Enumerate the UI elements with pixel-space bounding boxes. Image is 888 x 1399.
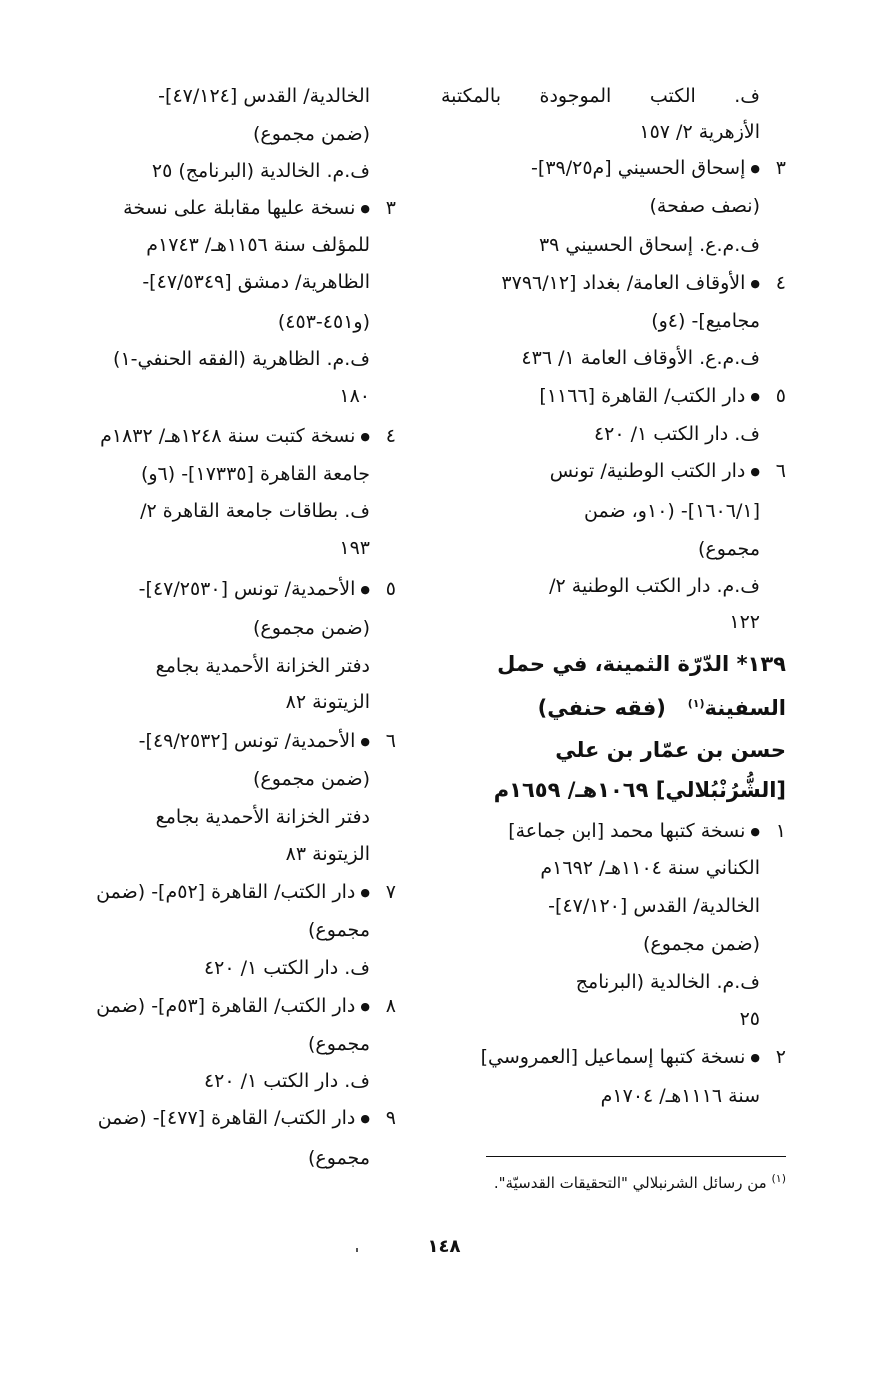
entry-number: ٤ (385, 425, 396, 447)
entry-2 (441, 1041, 786, 1075)
bullet-icon: ● (750, 389, 760, 403)
scan-speck (356, 1248, 358, 1252)
work-title-text: الدّرّة الثمينة، في حمل (497, 652, 730, 676)
text-line: ف. دار الكتب ١/ ٤٢٠ (203, 957, 370, 979)
text-line: ٢٥ (739, 1008, 760, 1030)
text-line: مجموع) (698, 538, 760, 560)
bullet-icon: ● (360, 582, 370, 596)
entry-text: نسخة كتبها إسماعيل [العمروسي] (480, 1046, 746, 1068)
footnote-text: من رسائل الشرنبلالي "التحقيقات القدسيّة". (493, 1174, 767, 1192)
text-line: الزيتونة ٨٢ (285, 691, 370, 713)
footnote-divider (486, 1156, 786, 1157)
text-line: مجاميع]- (٤و) (651, 310, 760, 332)
bullet-icon: ● (750, 464, 760, 478)
text-line: الخالدية/ القدس [٤٧/١٢٤]- (158, 85, 370, 107)
text-line: ف. الكتب الموجودة بالمكتبة (441, 85, 760, 107)
text-line: دفتر الخزانة الأحمدية بجامع (155, 806, 370, 828)
text-line: مجموع) (308, 1147, 370, 1169)
bullet-icon: ● (360, 734, 370, 748)
text-line: ١٩٣ (339, 537, 370, 559)
text-line: ف.م. الخالدية (البرنامج) ٢٥ (151, 160, 370, 182)
entry-number: ٢ (775, 1046, 786, 1068)
page-number: ١٤٨ (427, 1236, 461, 1257)
entry-7 (59, 876, 396, 910)
bullet-icon: ● (750, 1050, 760, 1064)
entry-3 (59, 192, 396, 226)
work-author-dates: [الشُّرُنْبُلالي] ١٠٦٩هـ/ ١٦٥٩م (493, 778, 786, 802)
work-number: ١٣٩ (747, 652, 786, 676)
text-line: (ضمن مجموع) (642, 933, 760, 955)
text-line: ف. دار الكتب ١/ ٤٢٠ (203, 1070, 370, 1092)
entry-text: نسخة كتبت سنة ١٢٤٨هـ/ ١٨٣٢م (100, 425, 356, 447)
entry-text: نسخة عليها مقابلة على نسخة (123, 197, 356, 219)
entry-text: دار الكتب/ القاهرة [٥٣م]- (ضمن (96, 995, 356, 1017)
text-line: ف.م. دار الكتب الوطنية ٢/ (549, 575, 760, 597)
bullet-icon: ● (360, 1111, 370, 1125)
entry-number: ١ (775, 820, 786, 842)
text-line: (و٤٥١-٤٥٣) (277, 311, 370, 333)
entry-9 (59, 1102, 396, 1136)
bullet-icon: ● (360, 999, 370, 1013)
entry-text: الأحمدية/ تونس [٤٧/٢٥٣٠]- (138, 578, 356, 600)
text-line: الكناني سنة ١١٠٤هـ/ ١٦٩٢م (540, 857, 760, 879)
entry-number: ٧ (385, 881, 396, 903)
entry-text: دار الكتب الوطنية/ تونس (549, 460, 746, 482)
footnote-marker: (١) (687, 697, 705, 710)
entry-number: ٩ (385, 1107, 396, 1129)
text-line: (ضمن مجموع) (252, 123, 370, 145)
work-title-line2 (441, 688, 786, 722)
entry-text: دار الكتب/ القاهرة [١١٦٦] (539, 385, 746, 407)
bullet-icon: ● (750, 276, 760, 290)
entry-text: إسحاق الحسيني [م٣٩/٢٥]- (531, 157, 746, 179)
entry-text: الأوقاف العامة/ بغداد [٣٧٩٦/١٢ (501, 272, 746, 294)
text-line: (ضمن مجموع) (252, 617, 370, 639)
star-icon: * (736, 652, 748, 676)
bullet-icon: ● (360, 429, 370, 443)
text-line: ف.م.ع. الأوقاف العامة ١/ ٤٣٦ (521, 347, 760, 369)
entry-text: دار الكتب/ القاهرة [٥٢م]- (ضمن (96, 881, 356, 903)
entry-number: ٤ (775, 272, 786, 294)
work-subject: (فقه حنفي) (537, 696, 666, 720)
footnote-marker: (١) (771, 1172, 786, 1185)
entry-8 (59, 990, 396, 1024)
text-line: الظاهرية/ دمشق [٤٧/٥٣٤٩]- (142, 271, 370, 293)
bullet-icon: ● (360, 885, 370, 899)
text-line: ف. دار الكتب ١/ ٤٢٠ (593, 423, 760, 445)
text-line: ف.م. الخالدية (البرنامج (575, 971, 760, 993)
entry-text: الأحمدية/ تونس [٤٩/٢٥٣٢]- (138, 730, 356, 752)
text-line: (ضمن مجموع) (252, 768, 370, 790)
entry-4 (59, 420, 396, 454)
entry-3 (441, 152, 786, 186)
entry-text: دار الكتب/ القاهرة [٤٧٧]- (ضمن (97, 1107, 356, 1129)
bullet-icon: ● (750, 824, 760, 838)
entry-5 (59, 573, 396, 607)
text-line: ١٢٢ (729, 611, 760, 633)
entry-text: نسخة كتبها محمد [ابن جماعة] (508, 820, 746, 842)
text-line: ١٨٠ (339, 385, 370, 407)
text-line: جامعة القاهرة [١٧٣٣٥]- (٦و) (140, 463, 370, 485)
text-line: سنة ١١١٦هـ/ ١٧٠٤م (600, 1085, 760, 1107)
entry-number: ٨ (385, 995, 396, 1017)
entry-number: ٥ (385, 578, 396, 600)
entry-6 (441, 455, 786, 489)
bullet-icon: ● (750, 161, 760, 175)
text-line: ف. بطاقات جامعة القاهرة ٢/ (140, 500, 370, 522)
text-line: الخالدية/ القدس [٤٧/١٢٠]- (548, 895, 760, 917)
entry-5 (441, 380, 786, 414)
footnote (494, 1172, 786, 1192)
text-line: ف.م. الظاهرية (الفقه الحنفي-١) (113, 348, 370, 370)
entry-number: ٥ (775, 385, 786, 407)
entry-4 (441, 267, 786, 301)
work-author: حسن بن عمّار بن علي (555, 738, 786, 762)
text-line: مجموع) (308, 1033, 370, 1055)
text-line: ف.م.ع. إسحاق الحسيني ٣٩ (538, 234, 760, 256)
text-line: للمؤلف سنة ١١٥٦هـ/ ١٧٤٣م (146, 234, 370, 256)
work-title-text: السفينة (704, 696, 786, 720)
text-line: الأزهرية ٢/ ١٥٧ (639, 121, 760, 143)
text-line: [١٦٠٦/١]- (١٠و، ضمن (584, 500, 760, 522)
entry-1 (441, 815, 786, 849)
text-line: الزيتونة ٨٣ (285, 843, 370, 865)
text-line: مجموع) (308, 919, 370, 941)
work-title (441, 648, 786, 682)
entry-number: ٦ (385, 730, 396, 752)
bullet-icon: ● (360, 201, 370, 215)
text-line: دفتر الخزانة الأحمدية بجامع (155, 655, 370, 677)
text-line: (نصف صفحة) (649, 195, 760, 217)
entry-6 (59, 725, 396, 759)
entry-number: ٣ (775, 157, 786, 179)
entry-number: ٣ (385, 197, 396, 219)
entry-number: ٦ (775, 460, 786, 482)
